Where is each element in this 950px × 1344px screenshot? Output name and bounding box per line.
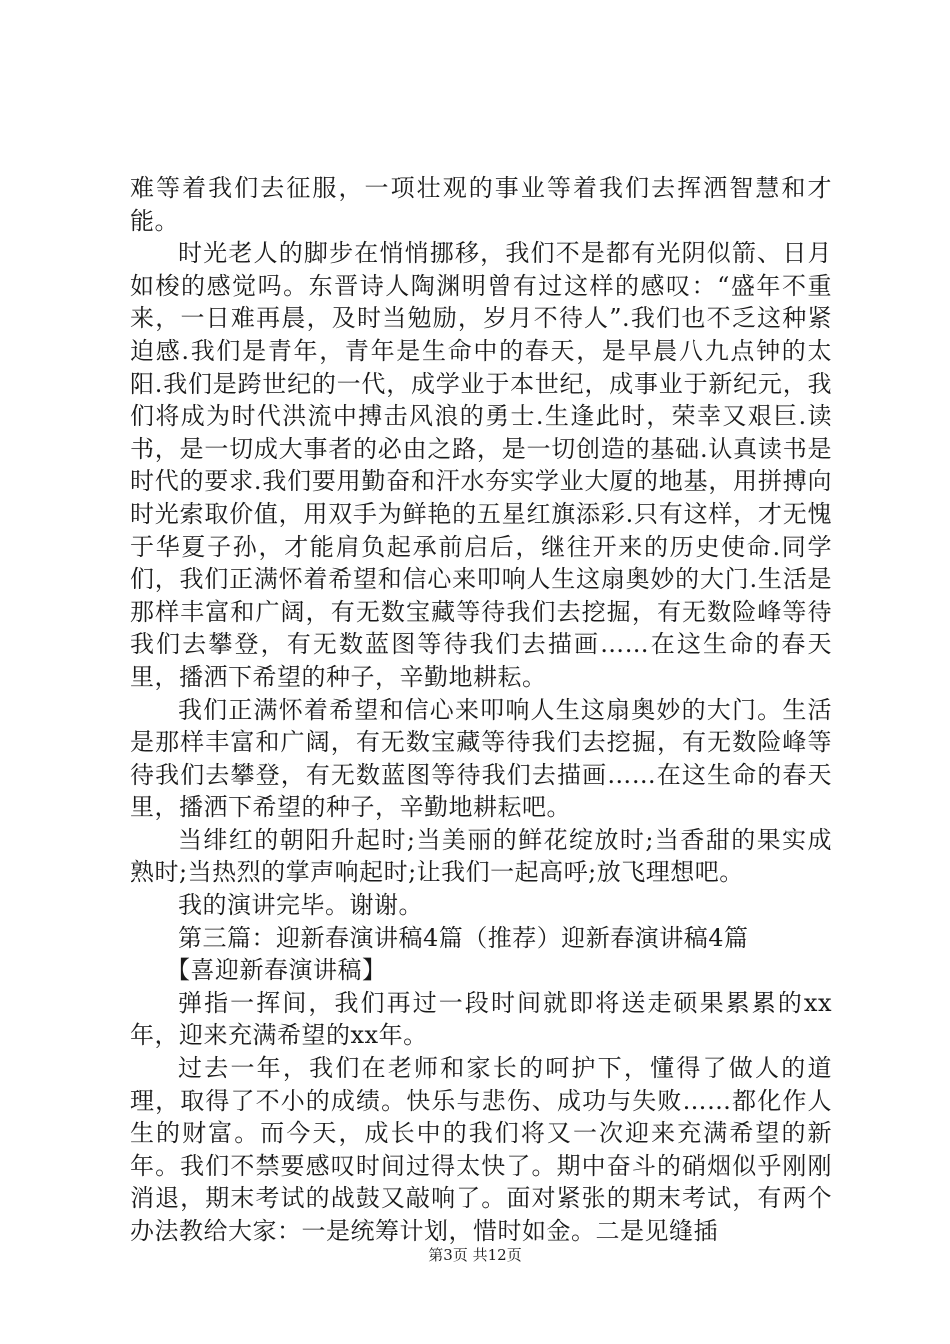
speech-title: 【喜迎新春演讲稿】 bbox=[166, 956, 387, 985]
paragraph-3: 我们正满怀着希望和信心来叩响人生这扇奥妙的大门。生活是那样丰富和广阔，有无数宝藏等待我们去挖掘，有无数险峰等待我们去攀登，有无数蓝图等待我们去描画……在这生命的春天里，播洒下希望的种子，辛勤地耕耘吧。 bbox=[130, 695, 832, 822]
paragraph-4: 当绯红的朝阳升起时;当美丽的鲜花绽放时;当香甜的果实成熟时;当热烈的掌声响起时;让我们一起高呼;放飞理想吧。 bbox=[130, 825, 832, 887]
paragraph-2: 时光老人的脚步在悄悄挪移，我们不是都有光阴似箭、日月如梭的感觉吗。东晋诗人陶渊明曾有过这样的感叹：“盛年不重来，一日难再晨，及时当勉励，岁月不待人”.我们也不乏这种紧迫感.我们是青年，青年是生命中的春天，是早晨八九点钟的太阳.我们是跨世纪的一代，成学业于本世纪，成事业于新纪元，我们将成为时代洪流中搏击风浪的勇士.生逢此时，荣幸又艰巨.读书，是一切成大事者的必由之路，是一切创造的基础.认真读书是时代的要求.我们要用勤奋和汗水夯实学业大厦的地基，用拼搏向时光索取价值，用双手为鲜艳的五星红旗添彩.只有这样，才无愧于华夏子孙，才能肩负起承前启后，继往开来的历史使命.同学们，我们正满怀着希望和信心来叩响人生这扇奥妙的大门.生活是那样丰富和广阔，有无数宝藏等待我们去挖掘，有无数险峰等待我们去攀登，有无数蓝图等待我们去描画……在这生命的春天里，播洒下希望的种子，辛勤地耕耘。 bbox=[130, 239, 832, 691]
section-heading: 第三篇：迎新春演讲稿4篇（推荐）迎新春演讲稿4篇 bbox=[178, 923, 749, 952]
paragraph-5: 弹指一挥间，我们再过一段时间就即将送走硕果累累的xx年，迎来充满希望的xx年。 bbox=[130, 988, 832, 1050]
closing-line: 我的演讲完毕。谢谢。 bbox=[178, 891, 423, 920]
paragraph-1: 难等着我们去征服，一项壮观的事业等着我们去挥洒智慧和才能。 bbox=[130, 174, 832, 235]
document-body bbox=[130, 172, 832, 1248]
paragraph-6: 过去一年，我们在老师和家长的呵护下，懂得了做人的道理，取得了不小的成绩。快乐与悲伤、成功与失败……都化作人生的财富。而今天，成长中的我们将又一次迎来充满希望的新年。我们不禁要感叹时间过得太快了。期中奋斗的硝烟似乎刚刚消退，期末考试的战鼓又敲响了。面对紧张的期末考试，有两个办法教给大家：一是统筹计划，惜时如金。二是见缝插 bbox=[130, 1054, 832, 1245]
page-number-footer: 第3页 共12页 bbox=[428, 1246, 522, 1264]
